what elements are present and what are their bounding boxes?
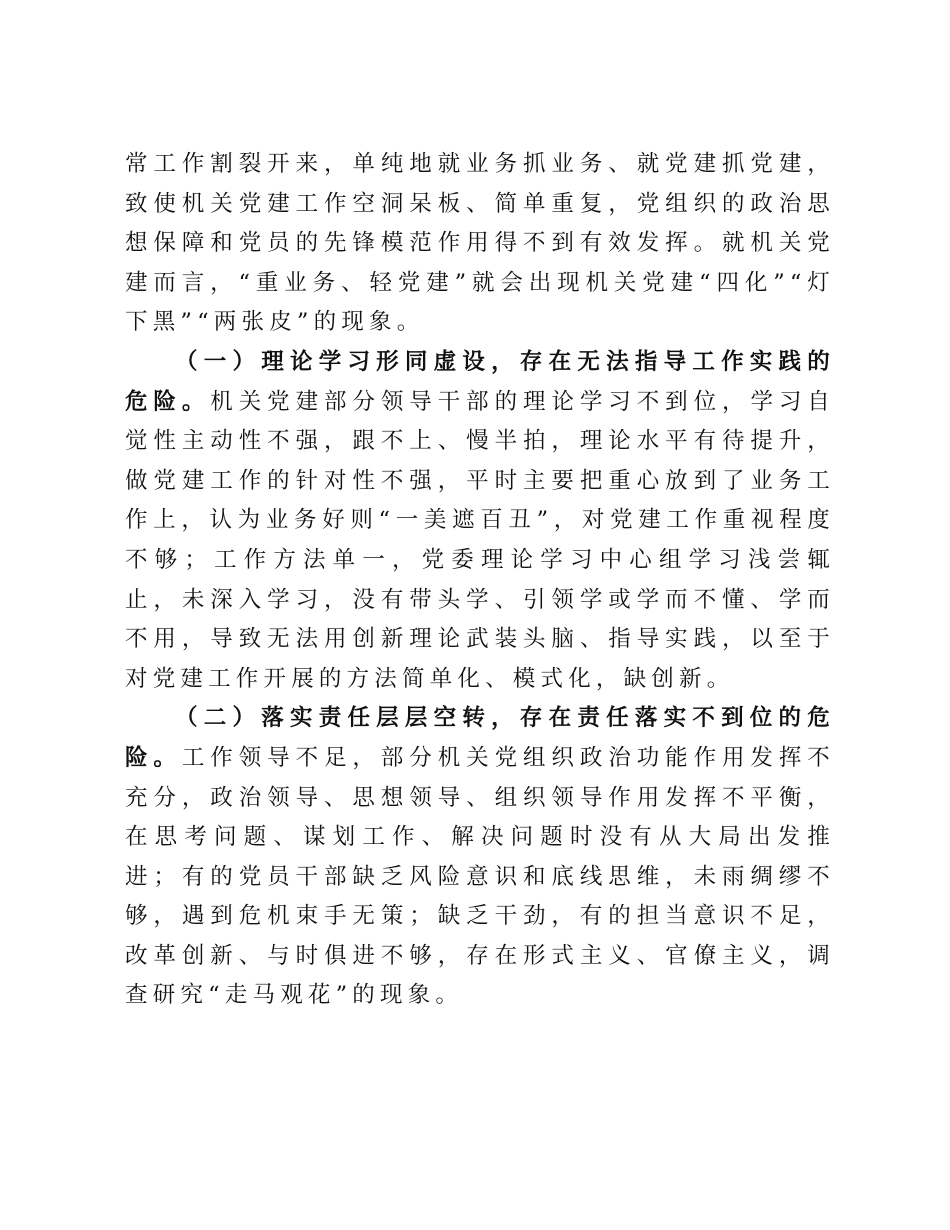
paragraph-section-1 bbox=[125, 343, 835, 699]
section-heading-1: （一）理论学习形同虚设，存在无法指导工作实践的危险。 bbox=[125, 348, 835, 415]
paragraph-section-2 bbox=[125, 699, 835, 1016]
paragraph-text: 机关党建部分领导干部的理论学习不到位，学习自觉性主动性不强，跟不上、慢半拍，理论水平有待提升，做党建工作的针对性不强，平时主要把重心放到了业务工作上，认为业务好则“一美遮百丑”，对党建工作重视程度不够；工作方法单一，党委理论学习中心组学习浅尝辄止，未深入学习，没有带头学、引领学或学而不懂、学而不用，导致无法用创新理论武装头脑、指导实践，以至于对党建工作开展的方法简单化、模式化，缺创新。 bbox=[125, 388, 835, 692]
section-heading-2: （二）落实责任层层空转，存在责任落实不到位的危险。 bbox=[125, 705, 835, 771]
paragraph-continuation bbox=[125, 145, 835, 343]
paragraph-text: 常工作割裂开来，单纯地就业务抓业务、就党建抓党建，致使机关党建工作空洞呆板、简单重复，党组织的政治思想保障和党员的先锋模范作用得不到有效发挥。就机关党建而言，“重业务、轻党建”就会出现机关党建“四化”“灯下黑”“两张皮”的现象。 bbox=[125, 151, 835, 336]
paragraph-text: 工作领导不足，部分机关党组织政治功能作用发挥不充分，政治领导、思想领导、组织领导作用发挥不平衡，在思考问题、谋划工作、解决问题时没有从大局出发推进；有的党员干部缺乏风险意识和底线思维，未雨绸缪不够，遇到危机束手无策；缺乏干劲，有的担当意识不足，改革创新、与时俱进不够，存在形式主义、官僚主义，调查研究“走马观花”的现象。 bbox=[125, 744, 835, 1009]
body-text bbox=[125, 145, 835, 1016]
